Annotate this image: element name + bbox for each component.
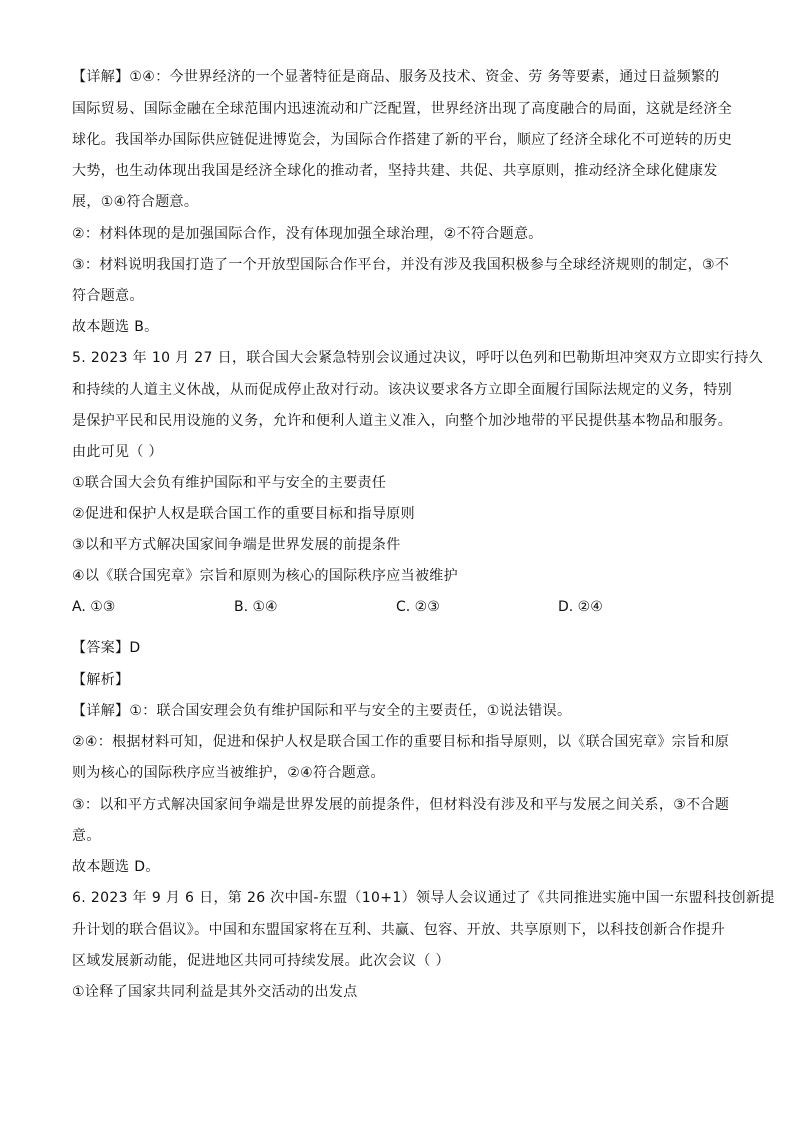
statement-1: ①联合国大会负有维护国际和平与安全的主要责任: [72, 475, 387, 491]
explanation-line: 符合题意。: [72, 288, 144, 304]
question-6-stem: 区域发展新动能，促进地区共同可持续发展。此次会议（ ）: [72, 953, 450, 969]
statement-1: ①诠释了国家共同利益是其外交活动的出发点: [72, 984, 358, 1000]
conclusion-line: 故本题选 B。: [72, 319, 159, 335]
choice-row: [72, 597, 732, 617]
answer-line: 【答案】D: [72, 640, 141, 656]
statement-2: ②促进和保护人权是联合国工作的重要目标和指导原则: [72, 506, 415, 522]
explanation-line: 球化。我国举办国际供应链促进博览会，为国际合作搭建了新的平台，顺应了经济全球化不可逆转的历史: [72, 132, 733, 148]
choice-c: C. ②③: [396, 599, 440, 615]
explanation-line: 国际贸易、国际金融在全球范围内迅速流动和广泛配置，世界经济出现了高度融合的局面，这就是经济全: [72, 101, 733, 117]
analysis-line: ②④：根据材料可知，促进和保护人权是联合国工作的重要目标和指导原则，以《联合国宪章》宗旨和原: [72, 734, 730, 750]
analysis-line: 【详解】①：联合国安理会负有维护国际和平与安全的主要责任，①说法错误。: [72, 703, 572, 719]
explanation-line: 展，①④符合题意。: [72, 194, 199, 210]
analysis-line: ③：以和平方式解决国家间争端是世界发展的前提条件，但材料没有涉及和平与发展之间关系，③不合题: [72, 797, 730, 813]
conclusion-line: 故本题选 D。: [72, 859, 160, 875]
question-5-stem: 由此可见（ ）: [72, 444, 163, 460]
question-5-stem: 5. 2023 年 10 月 27 日，联合国大会紧急特别会议通过决议，呼吁以色列和巴勒斯坦冲突双方立即实行持久: [72, 350, 763, 366]
analysis-line: 则为核心的国际秩序应当被维护，②④符合题意。: [72, 765, 385, 781]
explanation-line: 大势，也生动体现出我国是经济全球化的推动者，坚持共建、共促、共享原则，推动经济全球化健康发: [72, 163, 718, 179]
explanation-line: 【详解】①④：今世界经济的一个显著特征是商品、服务及技术、资金、劳 务等要素，通过日益频繁的: [72, 69, 720, 85]
explanation-line: ②：材料体现的是加强国际合作，没有体现加强全球治理，②不符合题意。: [72, 226, 543, 242]
choice-a: A. ①③: [72, 599, 116, 615]
analysis-title: 【解析】: [72, 672, 130, 688]
statement-3: ③以和平方式解决国家间争端是世界发展的前提条件: [72, 537, 401, 553]
choice-d: D. ②④: [558, 599, 603, 615]
analysis-line: 意。: [72, 828, 101, 844]
question-5-stem: 和持续的人道主义休战，从而促成停止敌对行动。该决议要求各方立即全面履行国际法规定的义务，特别: [72, 382, 733, 398]
question-6-stem: 升计划的联合倡议》。中国和东盟国家将在互利、共赢、包容、开放、共享原则下，以科技创新合作提升: [72, 922, 726, 938]
statement-4: ④以《联合国宪章》宗旨和原则为核心的国际秩序应当被维护: [72, 568, 458, 584]
question-5-stem: 是保护平民和民用设施的义务，允许和便利人道主义准入，向整个加沙地带的平民提供基本物品和服务。: [72, 413, 733, 429]
choice-b: B. ①④: [234, 599, 278, 615]
question-6-stem: 6. 2023 年 9 月 6 日，第 26 次中国-东盟（10+1）领导人会议通过了《共同推进实施中国一东盟科技创新提: [72, 890, 775, 906]
explanation-line: ③：材料说明我国打造了一个开放型国际合作平台，并没有涉及我国积极参与全球经济规则的制定，③不: [72, 257, 730, 273]
